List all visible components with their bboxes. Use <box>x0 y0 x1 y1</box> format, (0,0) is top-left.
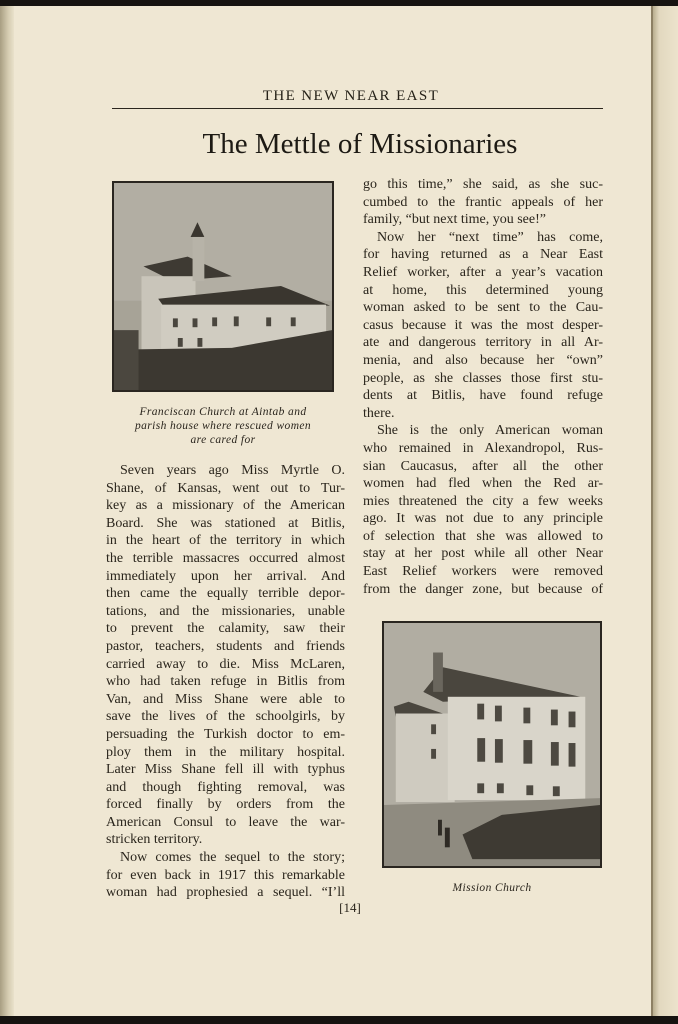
text-line: cumbed to the frantic appeals of her <box>363 194 603 210</box>
text-line: Seven years ago Miss Myrtle O. <box>120 463 345 478</box>
text-line: the terrible massacres occurred almost <box>106 550 345 566</box>
text-line: tations, and the missionaries, unable <box>106 603 345 619</box>
text-line: who remained in Alexandropol, Rus- <box>363 440 603 456</box>
article-text-left-column <box>106 462 345 902</box>
text-line: people, as she classes those first stu- <box>363 370 603 386</box>
text-line: who had taken refuge in Bitlis from <box>106 674 345 690</box>
text-line: and though fighting removal, was <box>106 779 345 795</box>
text-line: mies threatened the city a few weeks <box>363 493 603 509</box>
text-line: Now comes the sequel to the story; <box>120 850 345 866</box>
text-line: East Relief workers were removed <box>363 564 603 580</box>
text-line: woman had prophesied a sequel. “I’ll <box>106 885 345 901</box>
text-line: forced finally by orders from the <box>106 797 345 813</box>
header-rule <box>112 108 603 109</box>
text-line: ploy them in the military hospital. <box>106 744 345 760</box>
caption-line: Franciscan Church at Aintab and <box>139 406 307 418</box>
text-line: immediately upon her arrival. And <box>106 568 345 584</box>
caption-line: Mission Church <box>452 882 532 894</box>
facing-page-edge <box>653 6 678 1016</box>
text-line: She is the only American woman <box>377 423 603 439</box>
text-line: ate and dangerous territory in all Ar- <box>363 335 603 351</box>
text-line: persuading the Turkish doctor to em- <box>106 726 345 742</box>
text-line: for even back in 1917 this remarkable <box>106 867 345 883</box>
article-text-right-column <box>363 176 603 598</box>
article-title: The Mettle of Missionaries <box>202 128 518 160</box>
text-line: from the danger zone, but because of <box>363 581 603 597</box>
page-number: [14] <box>339 900 361 915</box>
text-line: there. <box>363 405 395 421</box>
franciscan-church-photo <box>112 181 334 392</box>
caption-line: parish house where rescued women <box>134 420 312 432</box>
figure-caption-mission-church <box>382 881 602 895</box>
text-line: carried away to die. Miss McLaren, <box>106 656 345 672</box>
text-line: menia, and also because her “own” <box>363 352 603 368</box>
text-line: pastor, teachers, students and friends <box>106 638 345 654</box>
text-line: Van, and Miss Shane were able to <box>106 691 345 707</box>
text-line: to prevent the calamity, saw their <box>106 621 345 637</box>
text-line: Relief worker, after a year’s vacation <box>363 264 603 280</box>
text-line: of selection that she was allowed to <box>363 528 603 544</box>
text-line: Shane, of Kansas, went out to Tur- <box>106 480 345 496</box>
caption-line: are cared for <box>190 434 256 446</box>
text-line: Now her “next time” has come, <box>377 229 603 245</box>
text-line: save the lives of the schoolgirls, by <box>106 709 345 725</box>
book-spine-edge <box>0 6 14 1016</box>
text-line: family, “but next time, you see!” <box>363 212 546 228</box>
text-line: sian Caucasus, after all the other <box>363 458 603 474</box>
text-line: Board. She was stationed at Bitlis, <box>106 515 345 531</box>
mission-church-photo <box>382 621 602 868</box>
text-line: American Consul to leave the war- <box>106 814 345 830</box>
text-line: at home, this determined young <box>363 282 603 298</box>
running-head: THE NEW NEAR EAST <box>262 88 440 104</box>
text-line: for having returned as a Near East <box>363 247 603 263</box>
text-line: then came the equally terrible depor- <box>106 586 345 602</box>
text-line: stricken territory. <box>106 832 203 848</box>
text-line: casus because it was the most desper- <box>363 317 603 333</box>
text-line: women had fled when the Red ar- <box>363 476 603 492</box>
text-line: woman asked to be sent to the Cau- <box>363 300 603 316</box>
text-line: dents at Bitlis, have found refuge <box>363 388 603 404</box>
text-line: stay at her post while all other Near <box>363 546 603 562</box>
text-line: ago. It was not due to any principle <box>363 511 603 527</box>
text-line: in the heart of the territory in which <box>106 533 345 549</box>
text-line: key as a missionary of the American <box>106 498 345 514</box>
figure-caption-franciscan-church <box>112 405 334 447</box>
text-line: Later Miss Shane fell ill with typhus <box>106 762 345 778</box>
text-line: go this time,” she said, as she suc- <box>363 177 603 192</box>
